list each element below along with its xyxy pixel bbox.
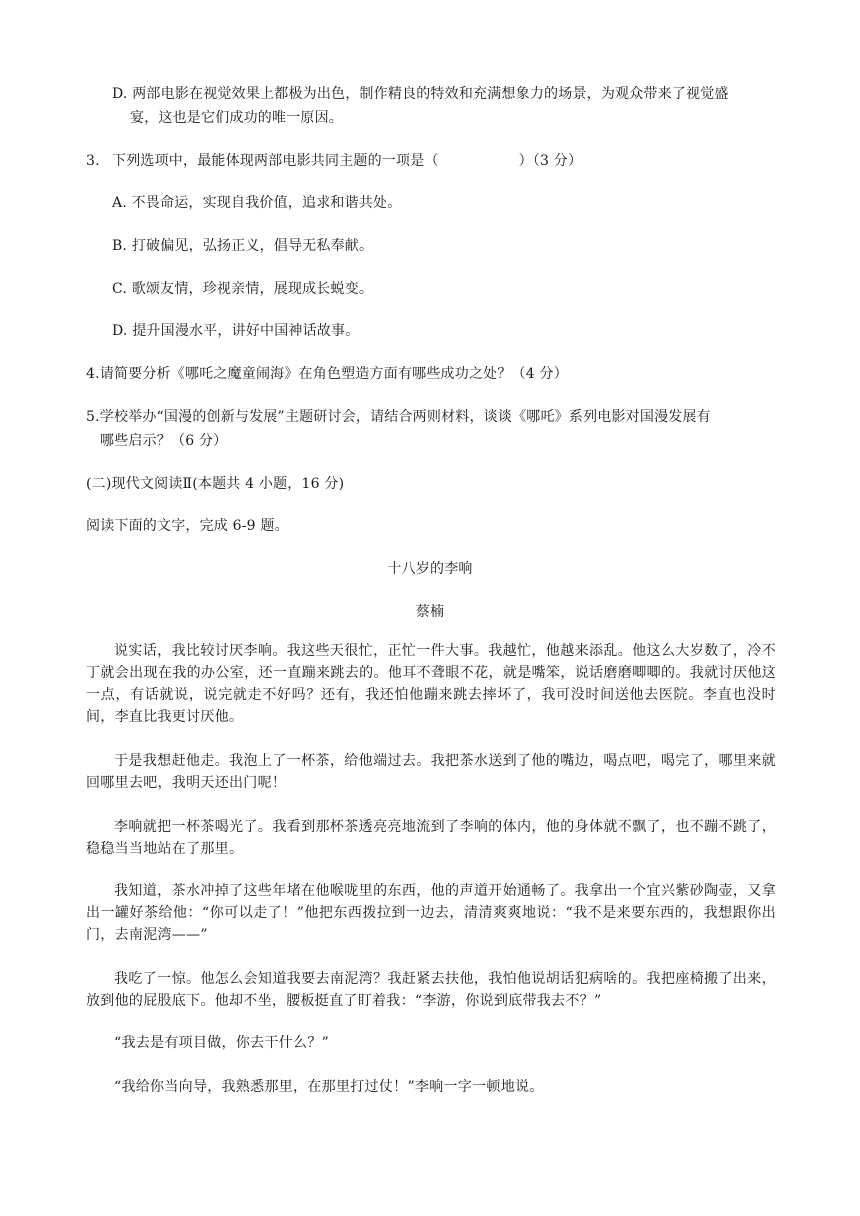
q2-option-d-line1: D. 两部电影在视觉效果上都极为出色，制作精良的特效和充满想象力的场景，为观众带来了视觉盛 [112, 86, 729, 102]
q3-option-b: B. 打破偏见，弘扬正义，倡导无私奉献。 [112, 238, 374, 254]
q3-option-d: D. 提升国漫水平，讲好中国神话故事。 [112, 323, 360, 339]
question-4: 4.请简要分析《哪吒之魔童闹海》在角色塑造方面有哪些成功之处？（4 分） [86, 366, 568, 382]
q3-option-a: A. 不畏命运，实现自我价值，追求和谐共处。 [112, 195, 402, 211]
story-title: 十八岁的李响 [387, 561, 473, 577]
question-5-line2: 哪些启示？（6 分） [100, 433, 228, 449]
question-3-stem: 下列选项中，最能体现两部电影共同主题的一项是（ [112, 153, 439, 169]
q3-option-c: C. 歌颂友情，珍视亲情，展现成长蜕变。 [112, 281, 374, 297]
story-paragraph: “我给你当向导，我熟悉那里，在那里打过仗！”李响一字一顿地说。 [114, 1079, 544, 1095]
q2-option-d-line2: 宴，这也是它们成功的唯一原因。 [130, 110, 343, 126]
question-3-number: 3. [86, 153, 100, 169]
story-paragraph: 我吃了一惊。他怎么会知道我要去南泥湾？我赶紧去扶他，我怕他说胡话犯病啥的。我把座椅搬了出来，放到他的屁股底下。他却不坐，腰板挺直了盯着我：“李游，你说到底带我去不？” [86, 971, 776, 1009]
question-5-line1: 5.学校举办“国漫的创新与发展”主题研讨会，请结合两则材料，谈谈《哪吒》系列电影对国漫发展有 [86, 409, 711, 425]
story-paragraph: 我知道，茶水冲掉了这些年堵在他喉咙里的东西，他的声道开始通畅了。我拿出一个宜兴紫砂陶壶，又拿出一罐好茶给他：“你可以走了！”他把东西拨拉到一边去，清清爽爽地说：“我不是来要东西的，我想跟你出门，去南泥湾——” [86, 883, 776, 943]
question-3-score: ）（3 分） [518, 153, 583, 169]
section-heading: (二)现代文阅读Ⅱ(本题共 4 小题，16 分) [86, 476, 345, 492]
question-3 [86, 148, 582, 174]
story-paragraph: 于是我想赶他走。我泡上了一杯茶，给他端过去。我把茶水送到了他的嘴边，喝点吧，喝完了，哪里来就回哪里去吧，我明天还出门呢！ [86, 753, 776, 791]
section-instruction: 阅读下面的文字，完成 6-9 题。 [86, 518, 289, 534]
story-paragraph: 说实话，我比较讨厌李响。我这些天很忙，正忙一件大事。我越忙，他越来添乱。他这么大岁数了，冷不丁就会出现在我的办公室，还一直蹦来跳去的。他耳不聋眼不花，就是嘴笨，说话磨磨唧唧的。我就讨厌他这一点，有话就说，说完就走不好吗？还有，我还怕他蹦来跳去摔坏了，我可没时间送他去医院。李直也没时间，李直比我更讨厌他。 [86, 643, 776, 725]
story-paragraph: “我去是有项目做，你去干什么？” [114, 1035, 330, 1051]
story-paragraph: 李响就把一杯茶喝光了。我看到那杯茶透亮亮地流到了李响的体内，他的身体就不飘了，也不蹦不跳了，稳稳当当地站在了那里。 [86, 819, 776, 857]
story-author: 蔡楠 [415, 604, 445, 620]
